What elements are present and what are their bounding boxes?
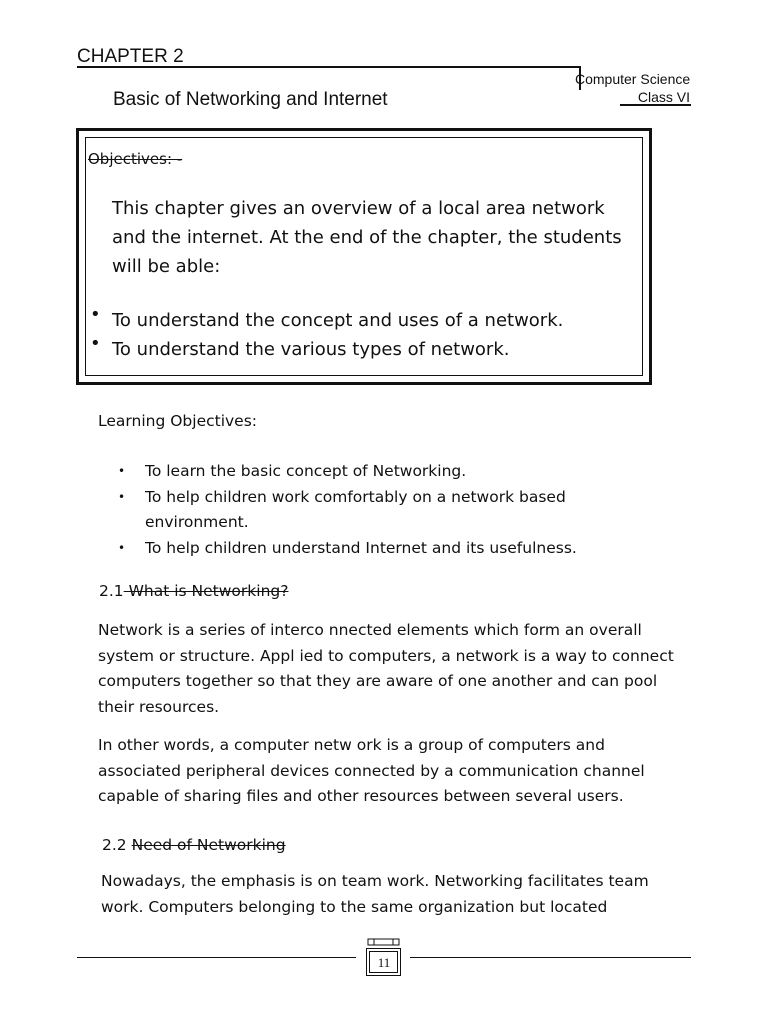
footer-rule	[77, 957, 356, 958]
objective-item: To understand the various types of network.	[112, 339, 510, 360]
class-label: Class VI	[637, 89, 690, 105]
section-2-1-paragraph: Network is a series of interco nnected elements which form an overall system or structure. Appl ied to computers, a network is a way to connect computers together so that they are aware of one another and can pool their resources.	[98, 621, 674, 716]
learning-objectives-heading: Learning Objectives:	[98, 412, 258, 430]
bullet-icon: •	[90, 333, 101, 354]
section-2-1-paragraph: In other words, a computer netw ork is a group of computers and associated peripheral devices connected by a communication channel capable of sharing files and other resources between several users.	[98, 736, 645, 805]
section-2-2-paragraph: Nowadays, the emphasis is on team work. Networking facilitates team work. Computers belonging to the same organization but located	[101, 872, 649, 916]
bullet-icon: •	[90, 304, 101, 325]
learning-objective-item: • To learn the basic concept of Networking.	[118, 459, 638, 485]
page-number: 11	[377, 955, 391, 970]
objectives-intro: This chapter gives an overview of a local area network and the internet. At the end of the chapter, the students will be able:	[112, 198, 622, 277]
section-2-2-number: 2.2	[102, 836, 127, 854]
chapter-title: CHAPTER 2	[77, 46, 184, 67]
objectives-box	[76, 128, 652, 385]
section-2-1-title: What is Networking?	[123, 582, 289, 600]
section-2-2-heading	[102, 833, 286, 859]
learning-objective-item: • To help children understand Internet and its usefulness.	[118, 536, 638, 562]
subject-label: Computer Science	[575, 71, 691, 87]
footer-rule	[410, 957, 691, 958]
chapter-rule	[77, 66, 579, 68]
chapter-subtitle: Basic of Networking and Internet	[113, 89, 388, 110]
class-rule	[620, 104, 691, 106]
learning-objectives-list	[118, 459, 638, 561]
section-2-2-title: Need of Networking	[131, 836, 286, 854]
objectives-heading: Objectives: -	[88, 150, 183, 168]
section-2-1-heading	[99, 579, 288, 605]
learning-objective-item: • To help children work comfortably on a network based environment.	[118, 485, 638, 536]
section-2-1-number: 2.1	[99, 582, 124, 600]
objective-item: To understand the concept and uses of a network.	[112, 310, 564, 331]
